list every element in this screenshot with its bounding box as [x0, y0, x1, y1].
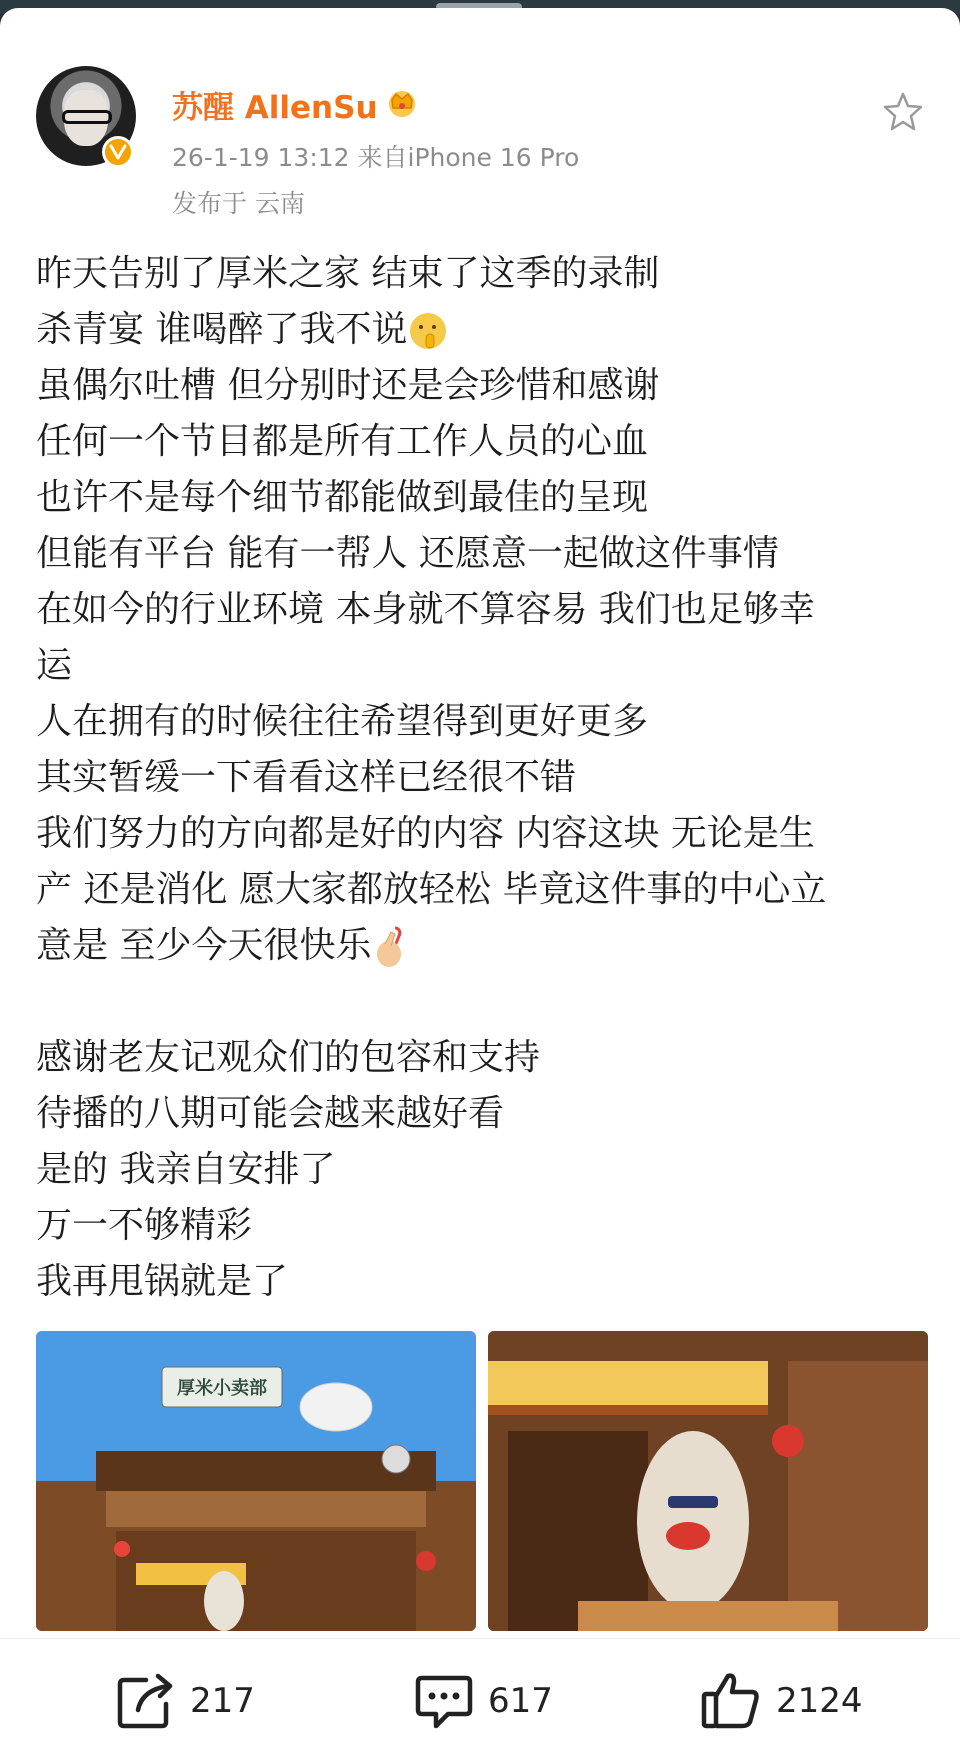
comment-button[interactable]: [414, 1669, 553, 1733]
crown-icon: [384, 86, 420, 118]
post-card: [0, 8, 960, 1758]
thumbs-up-icon: [700, 1670, 762, 1732]
post-line: 杀青宴 谁喝醉了我不说: [36, 302, 916, 358]
post-line: 昨天告别了厚米之家 结束了这季的录制: [36, 253, 660, 294]
post-body: [36, 246, 916, 1310]
post-line: 我们努力的方向都是好的内容 内容这块 无论是生: [36, 813, 815, 854]
post-line: 也许不是每个细节都能做到最佳的呈现: [36, 477, 649, 518]
finger-heart-emoji-icon: [371, 924, 411, 970]
post-line: 产 还是消化 愿大家都放轻松 毕竟这件事的中心立: [36, 869, 827, 910]
post-line: 运: [36, 645, 73, 686]
post-line: 待播的八期可能会越来越好看: [36, 1093, 505, 1134]
action-bar: [0, 1638, 960, 1758]
post-location: 发布于 云南: [172, 189, 305, 218]
post-line: 意是 至少今天很快乐: [36, 918, 916, 974]
author-name[interactable]: 苏醒 AllenSu: [172, 90, 378, 126]
comment-icon: [414, 1672, 474, 1730]
like-button[interactable]: [700, 1669, 863, 1733]
post-line: [36, 974, 916, 1030]
shush-face-emoji-icon: [407, 310, 449, 352]
post-image-storefront[interactable]: [36, 1331, 476, 1631]
storefront-sign-text: 厚米小卖部: [177, 1378, 267, 1399]
post-image-mascot[interactable]: [488, 1331, 928, 1631]
post-line: 万一不够精彩: [36, 1205, 253, 1246]
post-line: 虽偶尔吐槽 但分别时还是会珍惜和感谢: [36, 365, 660, 406]
verified-icon: [102, 136, 134, 168]
post-line: 我再甩锅就是了: [36, 1261, 289, 1302]
repost-count: 217: [190, 1681, 255, 1721]
share-icon: [116, 1672, 176, 1730]
comment-count: 617: [488, 1681, 553, 1721]
repost-button[interactable]: [116, 1669, 255, 1733]
like-count: 2124: [776, 1681, 863, 1721]
post-line: 在如今的行业环境 本身就不算容易 我们也足够幸: [36, 589, 815, 630]
post-line: 感谢老友记观众们的包容和支持: [36, 1037, 541, 1078]
post-meta: 26-1-19 13:12 来自iPhone 16 Pro: [172, 143, 580, 172]
post-line: 其实暂缓一下看看这样已经很不错: [36, 757, 577, 798]
post-line: 人在拥有的时候往往希望得到更好更多: [36, 701, 649, 742]
avatar-glasses: [62, 110, 112, 124]
post-line: 是的 我亲自安排了: [36, 1149, 336, 1190]
star-icon[interactable]: [882, 90, 924, 132]
post-line: 但能有平台 能有一帮人 还愿意一起做这件事情: [36, 533, 779, 574]
post-line: 任何一个节目都是所有工作人员的心血: [36, 421, 649, 462]
